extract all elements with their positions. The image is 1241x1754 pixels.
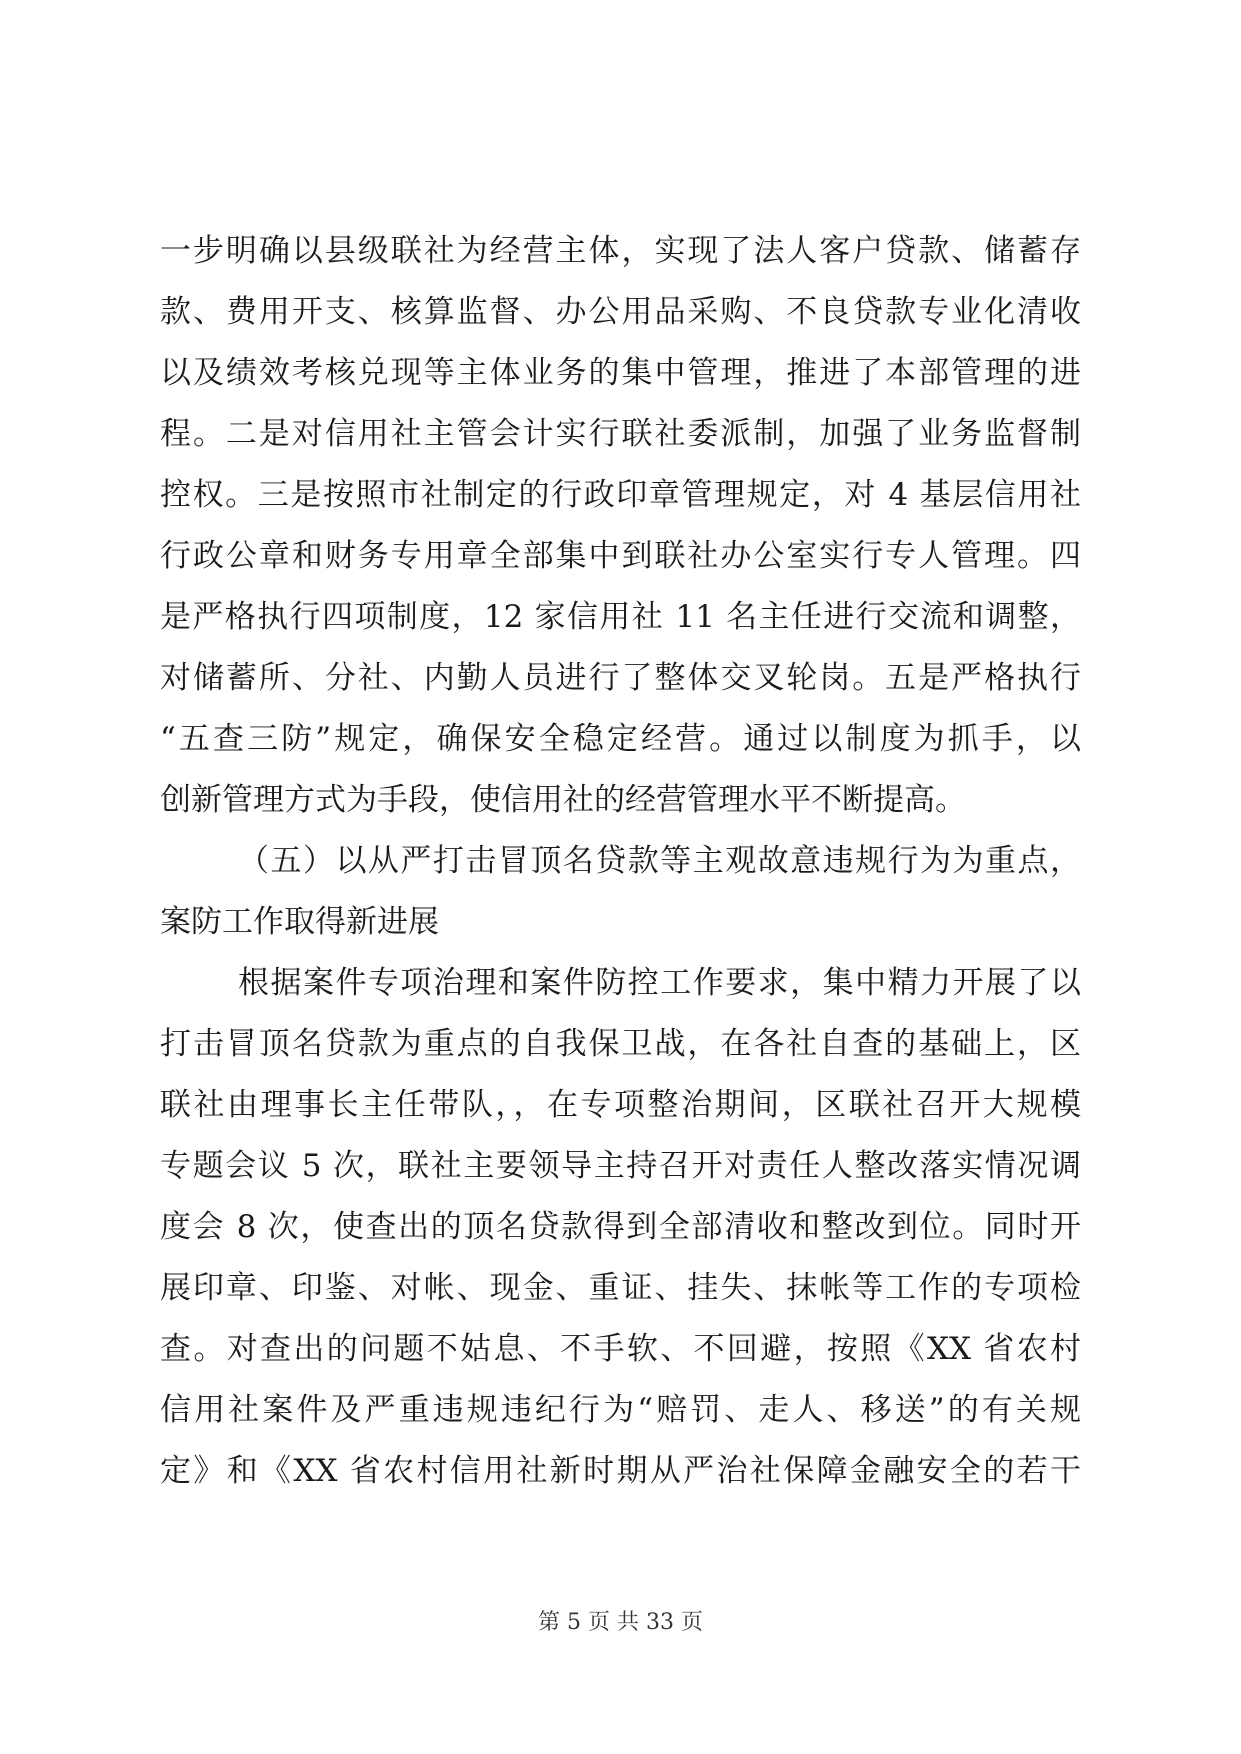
- body-line: 程。二是对信用社主管会计实行联社委派制，加强了业务监督制: [160, 416, 1081, 452]
- body-line: 创新管理方式为手段，使信用社的经营管理水平不断提高。: [160, 782, 966, 818]
- body-line: 展印章、印鉴、对帐、现金、重证、挂失、抹帐等工作的专项检: [160, 1270, 1081, 1306]
- body-line: 信用社案件及严重违规违纪行为“赔罚、走人、移送”的有关规: [160, 1392, 1081, 1428]
- body-line: 以及绩效考核兑现等主体业务的集中管理，推进了本部管理的进: [160, 355, 1081, 391]
- body-line: 打击冒顶名贷款为重点的自我保卫战，在各社自查的基础上，区: [160, 1026, 1081, 1062]
- body-line: 对储蓄所、分社、内勤人员进行了整体交叉轮岗。五是严格执行: [160, 660, 1081, 696]
- body-line: 定》和《XX 省农村信用社新时期从严治社保障金融安全的若干: [160, 1453, 1081, 1489]
- body-line: 根据案件专项治理和案件防控工作要求，集中精力开展了以: [238, 965, 1081, 1001]
- body-line: 查。对查出的问题不姑息、不手软、不回避，按照《XX 省农村: [160, 1331, 1081, 1367]
- body-line: “五查三防”规定，确保安全稳定经营。通过以制度为抓手，以: [160, 721, 1081, 757]
- body-line: 度会 8 次，使查出的顶名贷款得到全部清收和整改到位。同时开: [160, 1209, 1081, 1245]
- body-line: 控权。三是按照市社制定的行政印章管理规定，对 4 基层信用社: [160, 477, 1081, 513]
- body-line: 专题会议 5 次，联社主要领导主持召开对责任人整改落实情况调: [160, 1148, 1081, 1184]
- body-line: 行政公章和财务专用章全部集中到联社办公室实行专人管理。四: [160, 538, 1081, 574]
- body-line: 一步明确以县级联社为经营主体，实现了法人客户贷款、储蓄存: [160, 233, 1081, 269]
- body-line: 是严格执行四项制度，12 家信用社 11 名主任进行交流和调整，: [160, 599, 1081, 635]
- body-line: 联社由理事长主任带队，，在专项整治期间，区联社召开大规模: [160, 1087, 1081, 1123]
- body-line: 款、费用开支、核算监督、办公用品采购、不良贷款专业化清收: [160, 294, 1081, 330]
- page-number-footer: 第 5 页 共 33 页: [538, 1610, 703, 1635]
- section-heading: （五）以从严打击冒顶名贷款等主观故意违规行为为重点，: [238, 843, 1081, 879]
- section-heading: 案防工作取得新进展: [160, 904, 439, 940]
